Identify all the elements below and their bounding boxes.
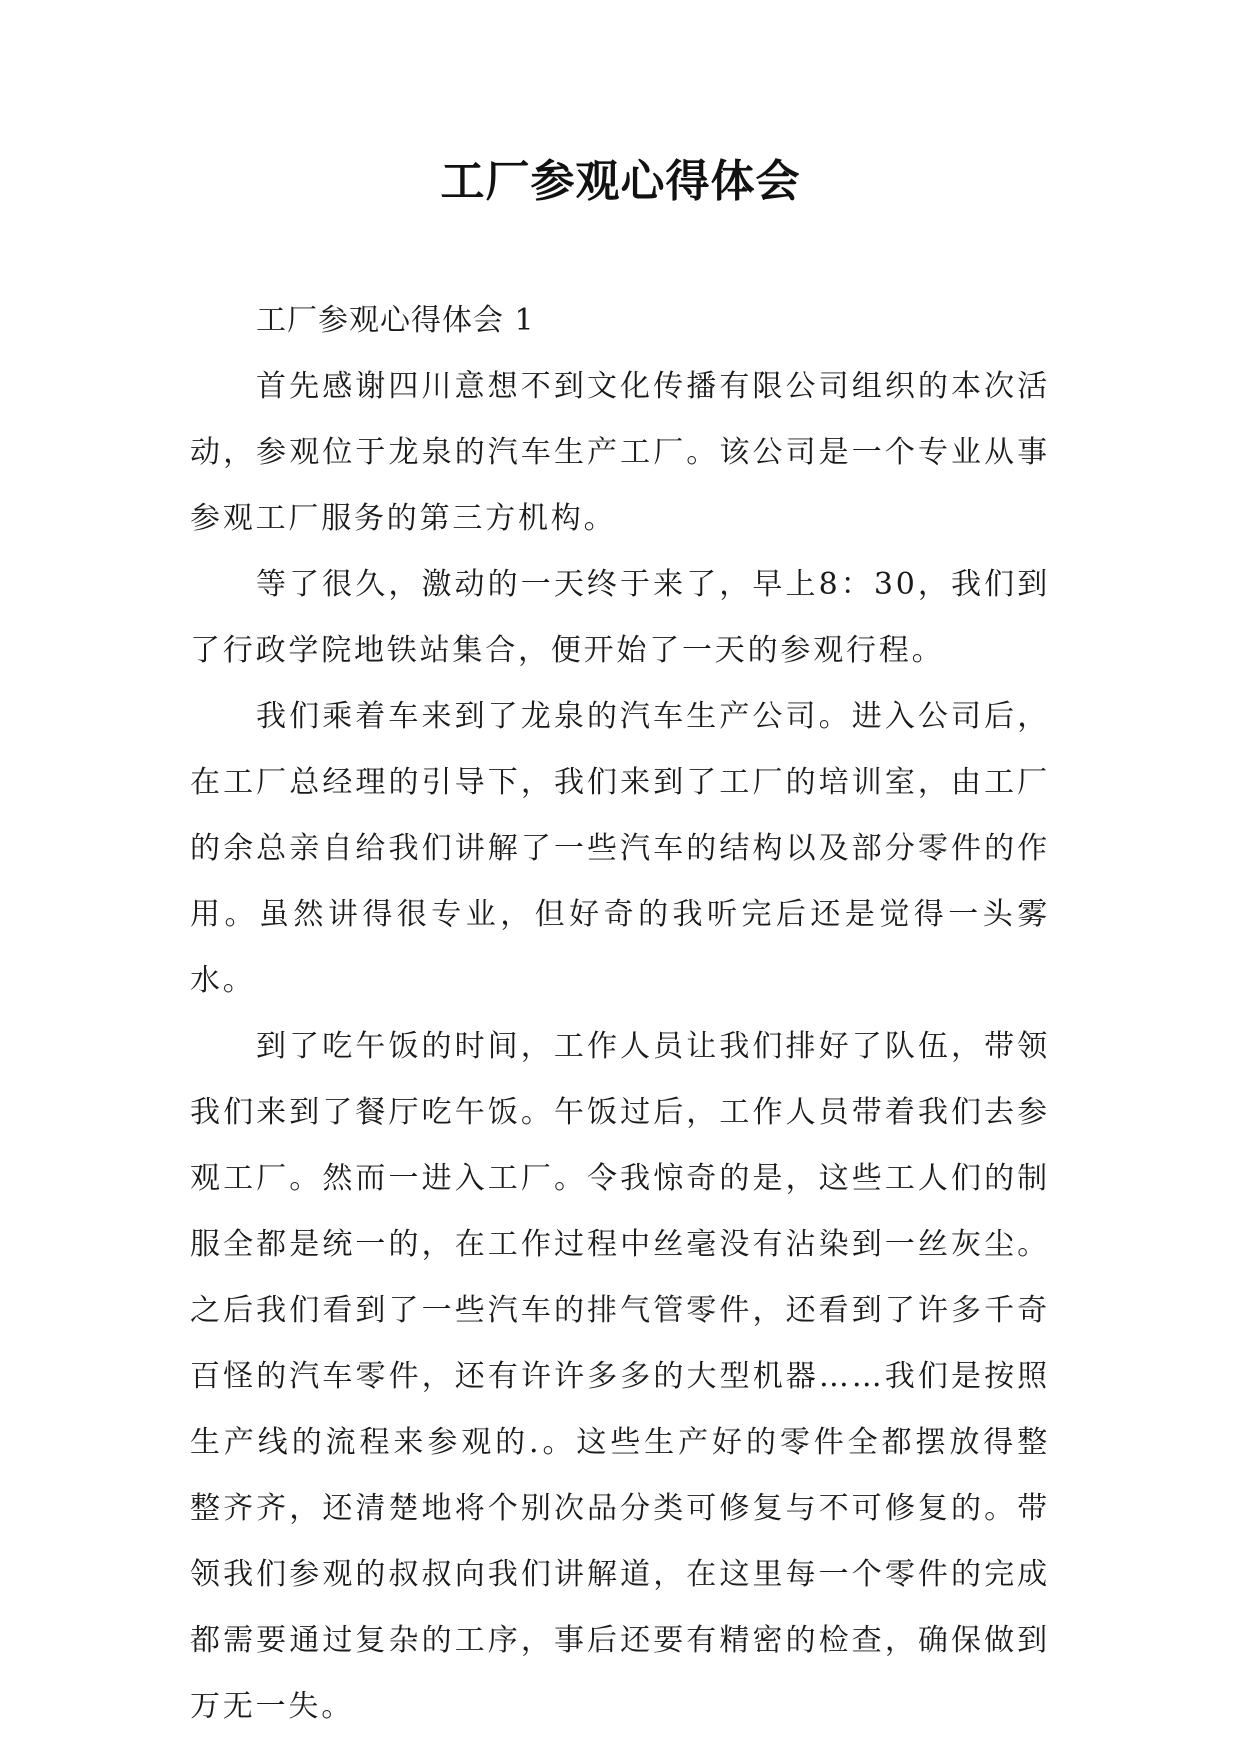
paragraph-4: 到了吃午饭的时间，工作人员让我们排好了队伍，带领我们来到了餐厅吃午饭。午饭过后，工作人员带着我们去参观工厂。然而一进入工厂。令我惊奇的是，这些工人们的制服全都是统一的，在工作过程中丝毫没有沾染到一丝灰尘。之后我们看到了一些汽车的排气管零件，还看到了许多千奇百怪的汽车零件，还有许许多多的大型机器……我们是按照生产线的流程来参观的.。这些生产好的零件全都摆放得整整齐齐，还清楚地将个别次品分类可修复与不可修复的。带领我们参观的叔叔向我们讲解道，在这里每一个零件的完成都需要通过复杂的工序，事后还要有精密的检查，确保做到万无一失。 [190, 1029, 1050, 1724]
paragraph-3: 我们乘着车来到了龙泉的汽车生产公司。进入公司后，在工厂总经理的引导下，我们来到了工厂的培训室，由工厂的余总亲自给我们讲解了一些汽车的结构以及部分零件的作用。虽然讲得很专业，但好奇的我听完后还是觉得一头雾水。 [190, 699, 1050, 998]
document-body [190, 288, 1050, 1740]
paragraph-1: 首先感谢四川意想不到文化传播有限公司组织的本次活动，参观位于龙泉的汽车生产工厂。该公司是一个专业从事参观工厂服务的第三方机构。 [190, 369, 1050, 536]
document-title: 工厂参观心得体会 [440, 156, 801, 207]
paragraph-2: 等了很久，激动的一天终于来了，早上8：30，我们到了行政学院地铁站集合，便开始了一天的参观行程。 [190, 567, 1050, 668]
section-heading: 工厂参观心得体会 1 [256, 303, 535, 338]
